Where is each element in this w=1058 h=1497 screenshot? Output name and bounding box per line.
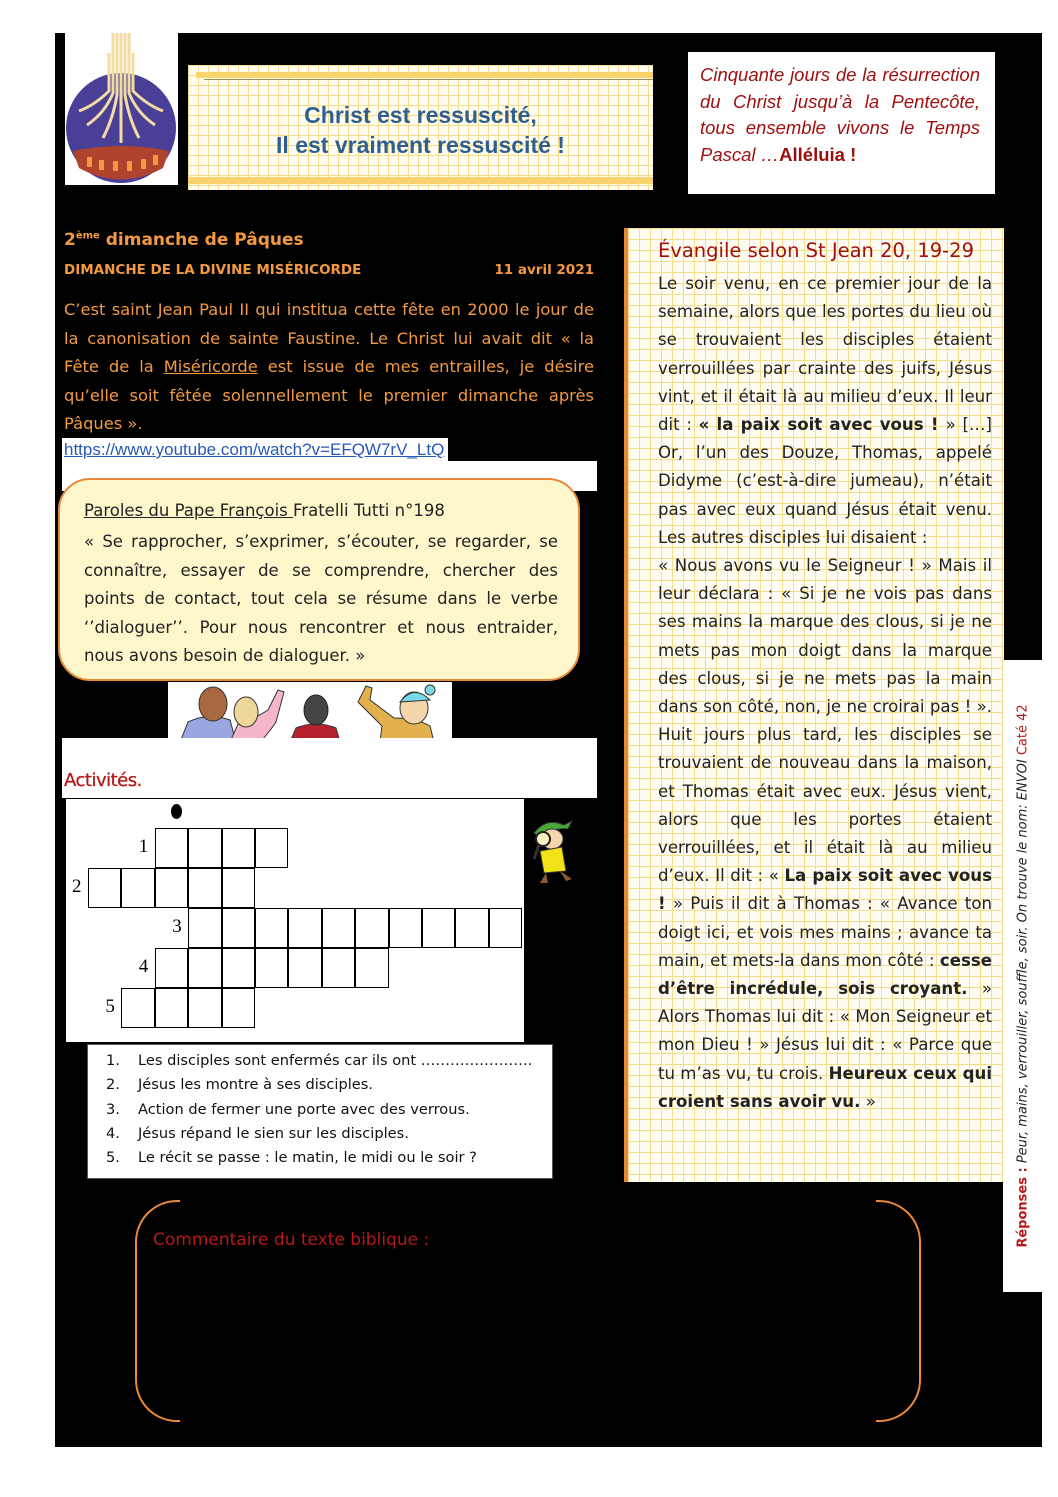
- clue-number: 3.: [106, 1100, 120, 1118]
- answers-strip: [1003, 660, 1042, 1292]
- tagline-text: Cinquante jours de la résurrection du Christ jusqu’à la Pentecôte, tous ensemble vivons le Temps Pascal …: [700, 64, 980, 165]
- gospel-text-part: » Alors Thomas lui dit : « Mon Seigneur et mon Dieu ! » Jésus lui dit : « Parce que tu m’as vu, tu crois.: [658, 979, 992, 1083]
- crossword-cell[interactable]: [288, 908, 321, 948]
- crossword-cell[interactable]: [222, 948, 255, 988]
- crossword-cell[interactable]: [188, 908, 221, 948]
- sunday-number: 2: [64, 230, 76, 250]
- crossword-clues: [87, 1044, 553, 1179]
- white-spacer: [62, 738, 597, 798]
- parish-logo: [65, 33, 178, 185]
- clue-number: 5.: [106, 1149, 120, 1167]
- commentary-label: Commentaire du texte biblique :: [153, 1230, 430, 1250]
- easter-tagline: [688, 52, 995, 194]
- crossword-marker-dot: [171, 804, 182, 819]
- crossword-cell[interactable]: [255, 828, 288, 868]
- crossword-grid: [66, 799, 524, 1042]
- crossword-cell[interactable]: [155, 948, 188, 988]
- crossword-cell[interactable]: [455, 908, 488, 948]
- gospel-text: [658, 270, 992, 1116]
- gospel-text-part: »: [860, 1091, 876, 1111]
- detective-magnifier-icon: [526, 815, 576, 890]
- title-banner: [188, 65, 653, 190]
- clue-number: 2.: [106, 1076, 120, 1094]
- crossword-cell[interactable]: [489, 908, 522, 948]
- gospel-bold-part: « la paix soit avec vous !: [698, 415, 946, 435]
- people-waving-illustration: [168, 682, 452, 742]
- gospel-text-part: « Nous avons vu le Seigneur ! » Mais il leur déclara : « Si je ne vois pas dans ses mains la marque des clous, si je ne mets pas mon doigt dans la marque des clous, si je ne mets pas la main dans son côté, non, je ne croirai pas ! ». Huit jours plus tard, les disciples se trouvaient de nouveau dans la maison, et Thomas était avec eux. Jésus vient, alors que les portes étaient verrouillées, et il était là au milieu d’eux. Il dit : «: [658, 556, 992, 886]
- banner-top-stripe: [196, 72, 653, 78]
- crossword-row-number: 4: [138, 956, 149, 977]
- clue-item: [106, 1122, 552, 1146]
- clue-text: Le récit se passe : le matin, le midi ou le soir ?: [138, 1149, 477, 1167]
- crossword-cell[interactable]: [355, 908, 388, 948]
- youtube-link[interactable]: https://www.youtube.com/watch?v=EFQW7rV_LtQ: [62, 438, 448, 462]
- crossword-cell[interactable]: [222, 868, 255, 908]
- crossword-cell[interactable]: [155, 988, 188, 1028]
- feast-date: 11 avril 2021: [494, 262, 594, 278]
- intro-paragraph: [64, 296, 594, 439]
- crossword-cell[interactable]: [188, 948, 221, 988]
- crossword-cell[interactable]: [222, 828, 255, 868]
- clue-item: [106, 1146, 552, 1170]
- crossword-cell[interactable]: [188, 828, 221, 868]
- crossword-cell[interactable]: [88, 868, 121, 908]
- crossword-cell[interactable]: [155, 868, 188, 908]
- feast-heading: [64, 262, 594, 278]
- crossword-cell[interactable]: [255, 908, 288, 948]
- gospel-bold-part: La paix soit avec vous !: [658, 866, 992, 914]
- intro-text-2: est issue de mes entrailles, je désire qu’elle soit fêtée solennellement le premier dimanche après Pâques ».: [64, 357, 595, 433]
- answers-values: Peur, mains, verrouiller, souffle, soir. On trouve le nom: ENVOI: [1015, 759, 1030, 1168]
- gospel-text-part: » Puis il dit à Thomas : « Avance ton doigt ici, et vois mes mains ; avance ta main, et mets-la dans mon côté :: [658, 894, 992, 970]
- gospel-title: Évangile selon St Jean 20, 19-29: [658, 239, 974, 262]
- clue-number: 4.: [106, 1124, 120, 1142]
- sunday-label: dimanche de Pâques: [99, 230, 304, 250]
- clue-item: [106, 1049, 552, 1073]
- gospel-bold-part: Heureux ceux qui croient sans avoir vu.: [658, 1063, 993, 1111]
- answers-text: [1015, 704, 1030, 1247]
- crossword-cell[interactable]: [389, 908, 422, 948]
- crossword-row-number: 5: [105, 996, 115, 1017]
- commentary-bracket-right: [876, 1200, 921, 1422]
- gospel-bold-part: cesse d’être incrédule, sois croyant.: [658, 950, 992, 999]
- crossword-cell[interactable]: [288, 948, 321, 988]
- clue-number: 1.: [106, 1052, 120, 1069]
- clue-text: Les disciples sont enfermés car ils ont …………………..: [138, 1052, 533, 1069]
- crossword-row-number: 1: [138, 836, 149, 857]
- pope-quote-box: [58, 478, 580, 681]
- crossword-cell[interactable]: [422, 908, 455, 948]
- banner-title-line1: Christ est ressuscité,: [304, 102, 537, 128]
- answers-tag: Caté 42: [1015, 704, 1030, 760]
- intro-text-1: C’est saint Jean Paul II qui institua cette fête en 2000 le jour de la canonisation de sainte Faustine. Le Christ lui avait dit « la Fête de la: [64, 300, 594, 376]
- tagline-alleluia: Alléluia !: [779, 143, 857, 165]
- crossword-cell[interactable]: [188, 868, 221, 908]
- banner-top-rule: [204, 79, 653, 80]
- crossword-cell[interactable]: [222, 908, 255, 948]
- clue-item: [106, 1098, 552, 1122]
- gospel-text-part: Le soir venu, en ce premier jour de la semaine, alors que les portes du lieu où se trouvaient les disciples étaient verrouillées par crainte des juifs, Jésus vint, et il était là au milieu d’eux. Il leur dit :: [658, 274, 992, 435]
- crossword-cell[interactable]: [222, 988, 255, 1028]
- crossword-row-number: 2: [72, 876, 82, 897]
- banner-title-line2: Il est vraiment ressuscité !: [276, 132, 565, 158]
- crossword-cell[interactable]: [155, 828, 188, 868]
- feast-name: DIMANCHE DE LA DIVINE MISÉRICORDE: [64, 262, 362, 278]
- sunday-ordinal: ème: [75, 230, 100, 242]
- pope-quote-text: « Se rapprocher, s’exprimer, s’écouter, se regarder, se connaître, essayer de se comprendre, chercher des points de contact, tout cela se résume dans le verbe ‘’dialoguer’’. Pour nous rencontrer et nous entraider, nous avons besoin de dialoguer. »: [84, 532, 558, 665]
- crossword-cell[interactable]: [255, 948, 288, 988]
- banner-title: [188, 100, 653, 160]
- intro-underlined-word: Miséricorde: [163, 357, 258, 376]
- people-waving-icon: [168, 682, 452, 742]
- crossword-cell[interactable]: [188, 988, 221, 1028]
- pope-quote-heading: [84, 498, 558, 524]
- crossword-row-number: 3: [172, 916, 182, 937]
- detective-illustration: [526, 815, 576, 890]
- clue-item: [106, 1073, 552, 1097]
- pope-heading-source: Fratelli Tutti n°198: [293, 501, 445, 520]
- crossword-cell[interactable]: [322, 948, 355, 988]
- gospel-text-part: » […] Or, l’un des Douze, Thomas, appelé Didyme (c’est-à-dire jumeau), n’était pas avec eux quand Jésus était venu. Les autres disciples lui disaient :: [658, 415, 992, 547]
- gospel-box: [624, 228, 1004, 1182]
- crossword-cell[interactable]: [121, 868, 154, 908]
- answers-label: Réponses :: [1015, 1167, 1030, 1248]
- clue-text: Action de fermer une porte avec des verrous.: [138, 1100, 470, 1118]
- banner-bottom-stripe: [188, 177, 653, 184]
- pope-heading-title: Paroles du Pape François: [84, 501, 294, 520]
- crossword-cell[interactable]: [121, 988, 154, 1028]
- logo-tree-icon: [65, 33, 178, 185]
- sunday-heading: [64, 230, 304, 250]
- clue-text: Jésus les montre à ses disciples.: [138, 1076, 374, 1094]
- activities-heading: Activités.: [64, 770, 142, 791]
- crossword-cell[interactable]: [355, 948, 388, 988]
- clue-text: Jésus répand le sien sur les disciples.: [138, 1124, 409, 1142]
- crossword-cell[interactable]: [322, 908, 355, 948]
